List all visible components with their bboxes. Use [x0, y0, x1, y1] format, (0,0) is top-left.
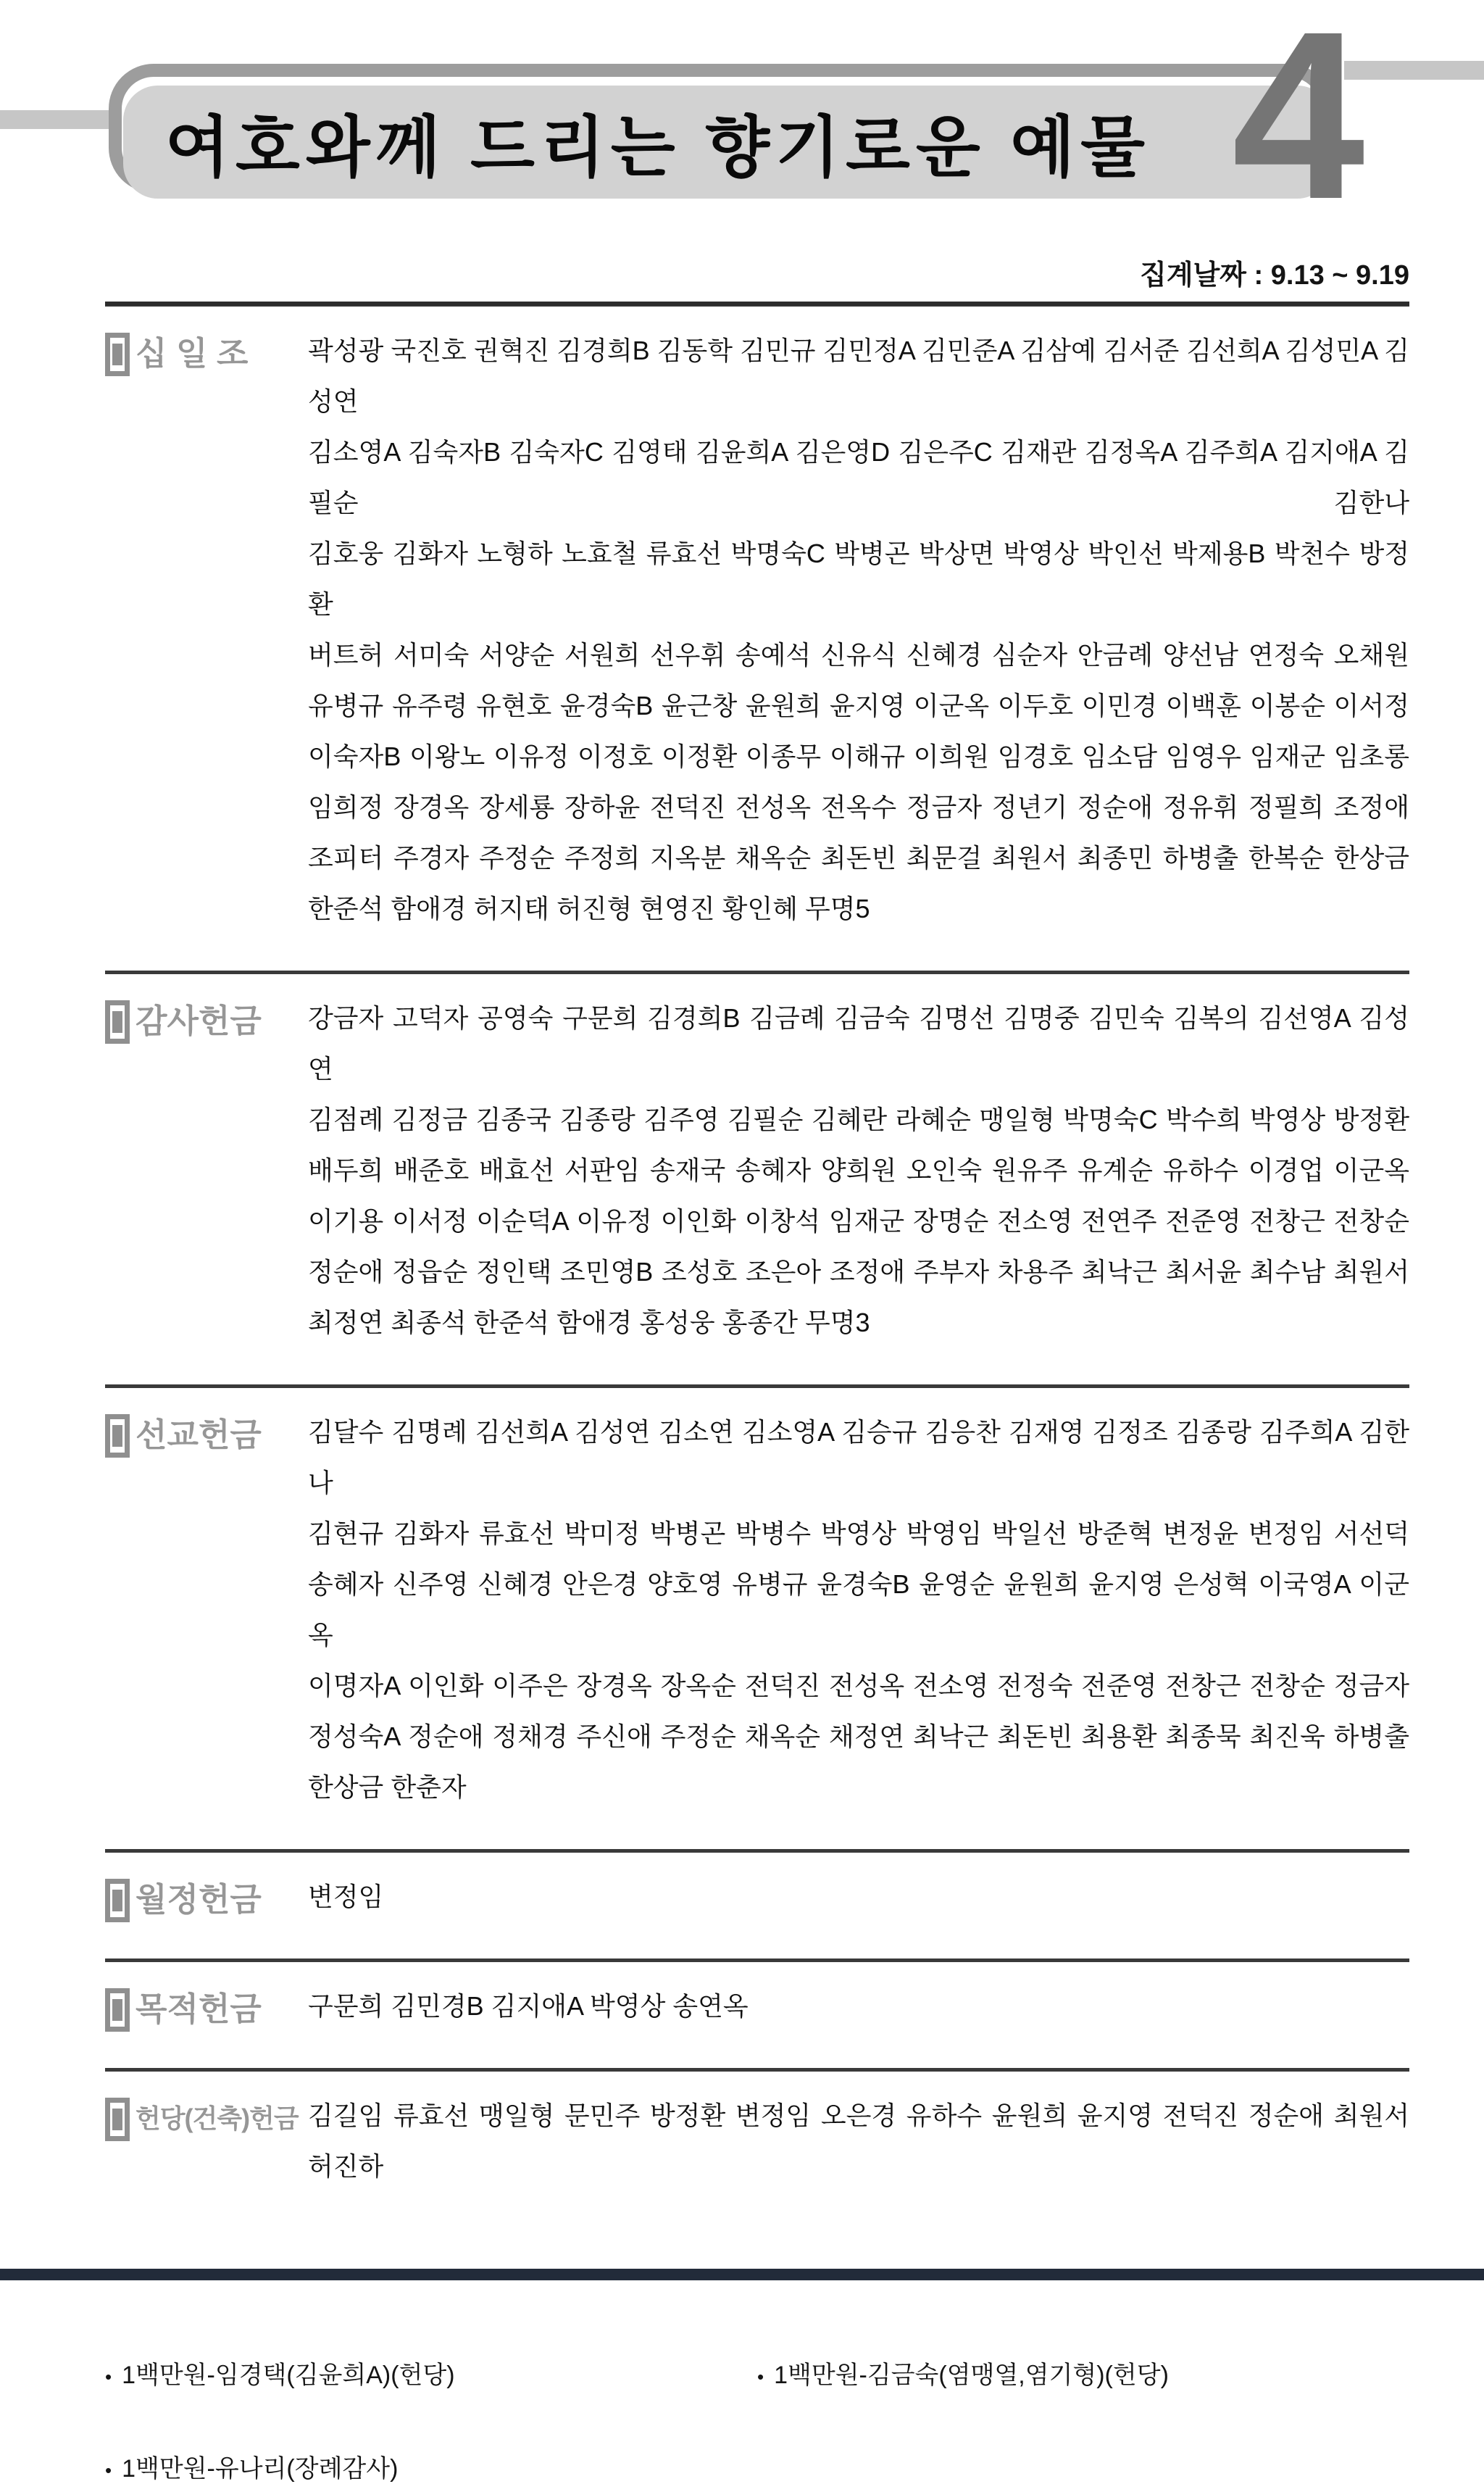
name-row: 정성숙A 정순애 정채경 주신애 주정순 채옥순 채정연 최낙근 최돈빈 최용환 최종묵 최진욱 하병출: [308, 1721, 1409, 1751]
header-left-strip: [0, 110, 109, 129]
note-item: [105, 2355, 757, 2390]
name-row: 변정임: [308, 1882, 384, 1911]
special-gift-notes: [105, 2355, 1409, 2484]
section-mission-label: [105, 1407, 308, 1813]
section-label-text: 월정헌금: [136, 1881, 262, 1918]
title-banner: [123, 86, 1332, 199]
page-number: 4: [1232, 0, 1365, 249]
offering-list: [105, 302, 1409, 2484]
name-row: 버트허 서미숙 서양순 서원희 선우휘 송예석 신유식 신혜경 심순자 안금례 양선남 연정숙 오채원: [308, 640, 1409, 670]
section-building-label: [105, 2090, 308, 2192]
section-thanksgiving-label: [105, 993, 308, 1348]
name-rows: [308, 325, 1409, 934]
section-label-text: 감사헌금: [136, 1002, 262, 1039]
name-row: 김소영A 김숙자B 김숙자C 김영태 김윤희A 김은영D 김은주C 김재관 김정옥A 김주희A 김지애A 김필순 김한나: [308, 437, 1409, 518]
name-row: 조피터 주경자 주정순 주정희 지옥분 채옥순 최돈빈 최문걸 최원서 최종민 하병출 한복순 한상금: [308, 843, 1409, 873]
section-label-text: 헌당(건축)헌금: [136, 2103, 299, 2133]
tally-date: 집계날짜 : 9.13 ~ 9.19: [1140, 260, 1409, 291]
name-row: 정순애 정읍순 정인택 조민영B 조성호 조은아 조정애 주부자 차용주 최낙근 최서윤 최수남 최원서: [308, 1257, 1409, 1287]
name-rows: [308, 1872, 1409, 1922]
note-text: 1백만원-김금숙(염맹열,염기형)(헌당): [774, 2362, 1169, 2389]
name-row: 곽성광 국진호 권혁진 김경희B 김동학 김민규 김민정A 김민준A 김삼예 김서준 김선희A 김성민A 김성연: [308, 336, 1409, 416]
name-row: 이숙자B 이왕노 이유정 이정호 이정환 이종무 이해규 이희원 임경호 임소담 임영우 임재군 임초롱: [308, 742, 1409, 771]
name-row: 한상금 한춘자: [308, 1772, 467, 1802]
name-row: 김점례 김정금 김종국 김종랑 김주영 김필순 김혜란 라혜순 맹일형 박명숙C 박수희 박영상 방정환: [308, 1105, 1409, 1134]
page-title: 여호와께 드리는 향기로운 예물: [165, 111, 1151, 185]
top-rule: [105, 302, 1409, 307]
name-row: 최정연 최종석 한준석 함애경 홍성웅 홍종간 무명3: [308, 1308, 870, 1337]
bullet-icon: •: [105, 2366, 112, 2388]
section-bullet-icon: [105, 1879, 130, 1922]
name-row: 송혜자 신주영 신혜경 안은경 양호영 유병규 윤경숙B 윤영순 윤원희 윤지영 은성혁 이국영A 이군옥: [308, 1569, 1409, 1650]
section-monthly: [105, 1853, 1409, 1962]
section-bullet-icon: [105, 1000, 130, 1044]
page-bottom-bar: [0, 2269, 1484, 2280]
section-bullet-icon: [105, 333, 130, 376]
name-row: 구문희 김민경B 김지애A 박영상 송연옥: [308, 1991, 749, 2021]
name-row: 김길임 류효선 맹일형 문민주 방정환 변정임 오은경 유하수 윤원희 윤지영 전덕진 정순애 최원서: [308, 2101, 1409, 2130]
name-rows: [308, 2090, 1409, 2192]
section-label-text: 목적헌금: [136, 1990, 262, 2027]
name-row: 김달수 김명례 김선희A 김성연 김소연 김소영A 김승규 김응찬 김재영 김정조 김종랑 김주희A 김한나: [308, 1417, 1409, 1498]
name-rows: [308, 1407, 1409, 1813]
bullet-icon: •: [757, 2366, 764, 2388]
section-monthly-label: [105, 1872, 308, 1922]
name-row: 김호웅 김화자 노형하 노효철 류효선 박명숙C 박병곤 박상면 박영상 박인선 박제용B 박천수 방정환: [308, 539, 1409, 619]
name-row: 임희정 장경옥 장세룡 장하윤 전덕진 전성옥 전옥수 정금자 정년기 정순애 정유휘 정필희 조정애: [308, 792, 1409, 822]
name-row: 한준석 함애경 허지태 허진형 현영진 황인혜 무명5: [308, 894, 870, 923]
note-text: 1백만원-임경택(김윤희A)(헌당): [122, 2362, 455, 2389]
section-mission: [105, 1388, 1409, 1853]
section-tithe: [105, 307, 1409, 974]
section-building: [105, 2072, 1409, 2228]
name-rows: [308, 1981, 1409, 2032]
name-row: 김현규 김화자 류효선 박미정 박병곤 박병수 박영상 박영임 박일선 방준혁 변정윤 변정임 서선덕: [308, 1519, 1409, 1548]
name-row: 유병규 유주령 유현호 윤경숙B 윤근창 윤원희 윤지영 이군옥 이두호 이민경 이백훈 이봉순 이서정: [308, 691, 1409, 720]
section-label-text: 십 일 조: [136, 335, 249, 372]
section-designated: [105, 1962, 1409, 2072]
name-row: 이명자A 이인화 이주은 장경옥 장옥순 전덕진 전성옥 전소영 전정숙 전준영 전창근 전창순 정금자: [308, 1671, 1409, 1700]
section-tithe-label: [105, 325, 308, 934]
bullet-icon: •: [105, 2459, 112, 2481]
section-designated-label: [105, 1981, 308, 2032]
note-item: [105, 2448, 757, 2484]
name-row: 강금자 고덕자 공영숙 구문희 김경희B 김금례 김금숙 김명선 김명중 김민숙 김복의 김선영A 김성연: [308, 1003, 1409, 1084]
name-row: 배두희 배준호 배효선 서판임 송재국 송혜자 양희원 오인숙 원유주 유계순 유하수 이경업 이군옥: [308, 1155, 1409, 1185]
section-thanksgiving: [105, 974, 1409, 1388]
note-text: 1백만원-유나리(장례감사): [122, 2455, 399, 2483]
section-bullet-icon: [105, 2098, 130, 2141]
name-rows: [308, 993, 1409, 1348]
section-label-text: 선교헌금: [136, 1416, 262, 1453]
name-row: 이기용 이서정 이순덕A 이유정 이인화 이창석 임재군 장명순 전소영 전연주 전준영 전창근 전창순: [308, 1206, 1409, 1236]
note-item: [757, 2355, 1409, 2390]
name-row: 허진하: [308, 2151, 384, 2181]
section-bullet-icon: [105, 1414, 130, 1458]
section-bullet-icon: [105, 1988, 130, 2032]
